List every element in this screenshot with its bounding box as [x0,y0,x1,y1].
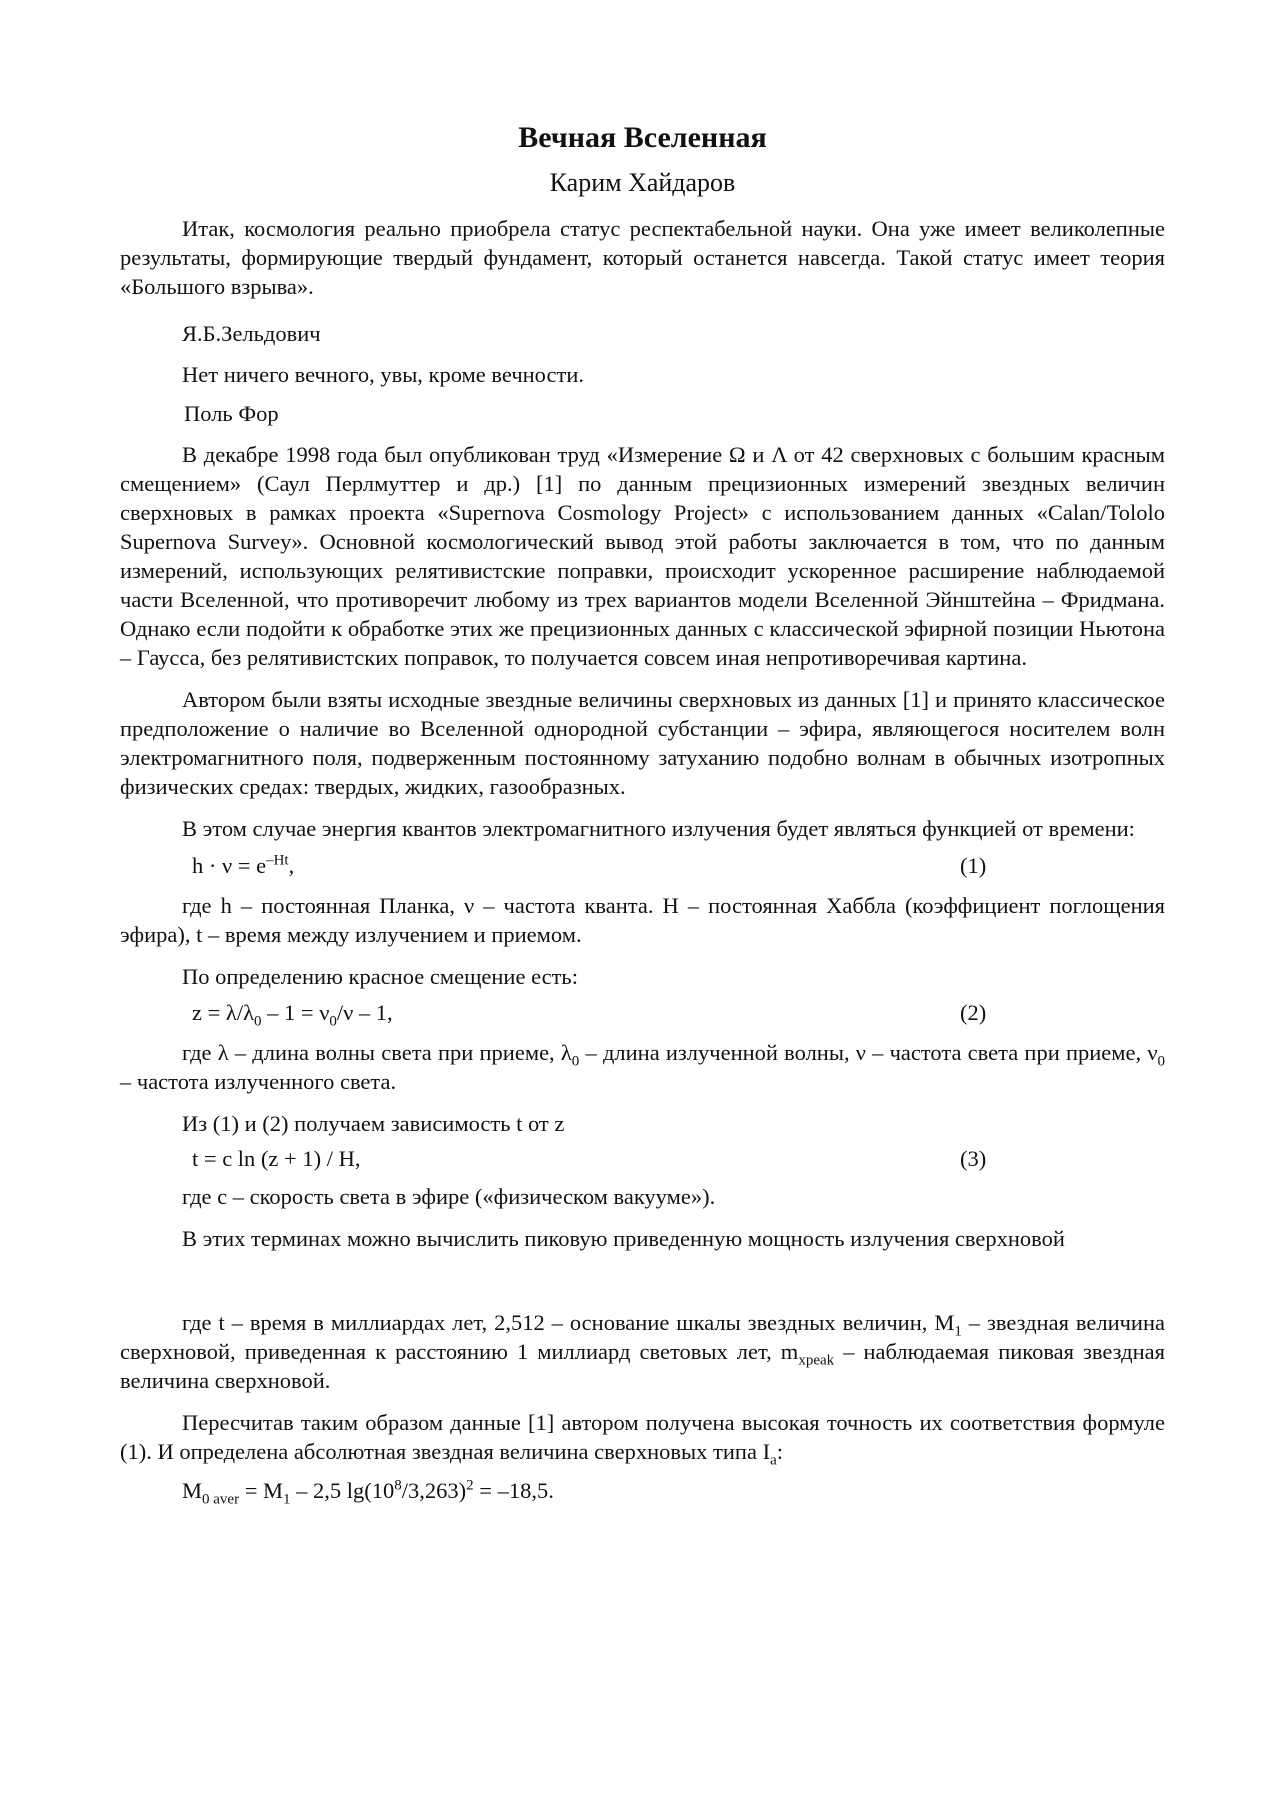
body-paragraph: где c – скорость света в эфире («физическом вакууме»). [182,1184,716,1209]
epigraph-signature: Поль Фор [184,401,279,426]
formula-3 [120,1144,1165,1174]
body-paragraph: где t – время в миллиардах лет, 2,512 – основание шкалы звездных величин, $M_1$ – звездная величина сверхновой, приведенная к расстоянию 1 миллиард световых лет, $m_{xpeak}$ – наблюдаемая пиковая звездная величина сверхновой. [120,1310,1165,1393]
formula-expression: $M_{0 aver} = M_1 - 2,5$ $\lg(10^8/3,263)^2 = -18,5$. [182,1477,554,1508]
formula-2 [120,998,1165,1028]
body-paragraph: В этом случае энергия квантов электромагнитного излучения будет являться функцией от времени: [182,816,1135,841]
document-page [120,118,1165,1506]
formula-1 [120,851,1165,881]
document-title: Вечная Вселенная [518,121,767,154]
epigraph-quote: Итак, космология реально приобрела статус респектабельной науки. Она уже имеет великолепные результаты, формирующие твердый фундамент, который останется навсегда. Такой статус имеет теория «Большого взрыва». [120,216,1165,299]
body-paragraph: Пересчитав таким образом данные [1] автором получена высокая точность их соответствия формуле (1). И определена абсолютная звездная величина сверхновых типа $I_a$: [120,1410,1165,1469]
formula-expression: t = c ln (z + 1) / H, [192,1146,361,1171]
formula-expression: $z = \lambda/\lambda_0 - 1 = \nu_0/\nu - 1$, [192,1000,393,1030]
epigraph-quote: Нет ничего вечного, увы, кроме вечности. [182,362,584,387]
document-author: Карим Хайдаров [549,168,736,197]
body-paragraph: В декабре 1998 года был опубликован труд «Измерение Ω и Λ от 42 сверхновых с большим красным смещением» (Саул Перлмуттер и др.) [1] по данным прецизионных измерений звездных величин сверхновых в рамках проекта «Supernova Cosmology Project» с использованием данных «Calan/Tololo Supernova Survey». Основной космологический вывод этой работы заключается в том, что по данным измерений, использующих релятивистские поправки, происходит ускоренное расширение наблюдаемой части Вселенной, что противоречит любому из трех вариантов модели Вселенной Эйнштейна – Фридмана. Однако если подойти к обработке этих же прецизионных данных с классической эфирной позиции Ньютона – Гаусса, без релятивистских поправок, то получается совсем иная непротиворечивая картина. [120,442,1165,670]
body-paragraph: Из (1) и (2) получаем зависимость t от z [182,1111,565,1136]
formula-number: (3) [960,1146,987,1171]
epigraph-signature: Я.Б.Зельдович [182,321,321,346]
formula-expression: $h \cdot \nu = e^{-Ht}$, [192,852,295,878]
body-paragraph: В этих терминах можно вычислить пиковую приведенную мощность излучения сверхновой [182,1226,1065,1251]
formula-4 [120,1476,1165,1506]
body-paragraph: По определению красное смещение есть: [182,964,578,989]
body-paragraph: где h – постоянная Планка, ν – частота кванта. H – постоянная Хаббла (коэффициент поглощения эфира), t – время между излучением и приемом. [120,893,1165,947]
body-paragraph: Автором были взяты исходные звездные величины сверхновых из данных [1] и принято классическое предположение о наличие во Вселенной однородной субстанции – эфира, являющегося носителем волн электромагнитного поля, подверженным постоянному затуханию подобно волнам в обычных изотропных физических средах: твердых, жидких, газообразных. [120,687,1165,799]
body-paragraph: где λ – длина волны света при приеме, $\lambda_0$ – длина излученной волны, ν – частота света при приеме, $\nu_0$ – частота излученного света. [120,1040,1165,1094]
formula-number: (1) [960,853,987,878]
formula-number: (2) [960,1000,987,1025]
